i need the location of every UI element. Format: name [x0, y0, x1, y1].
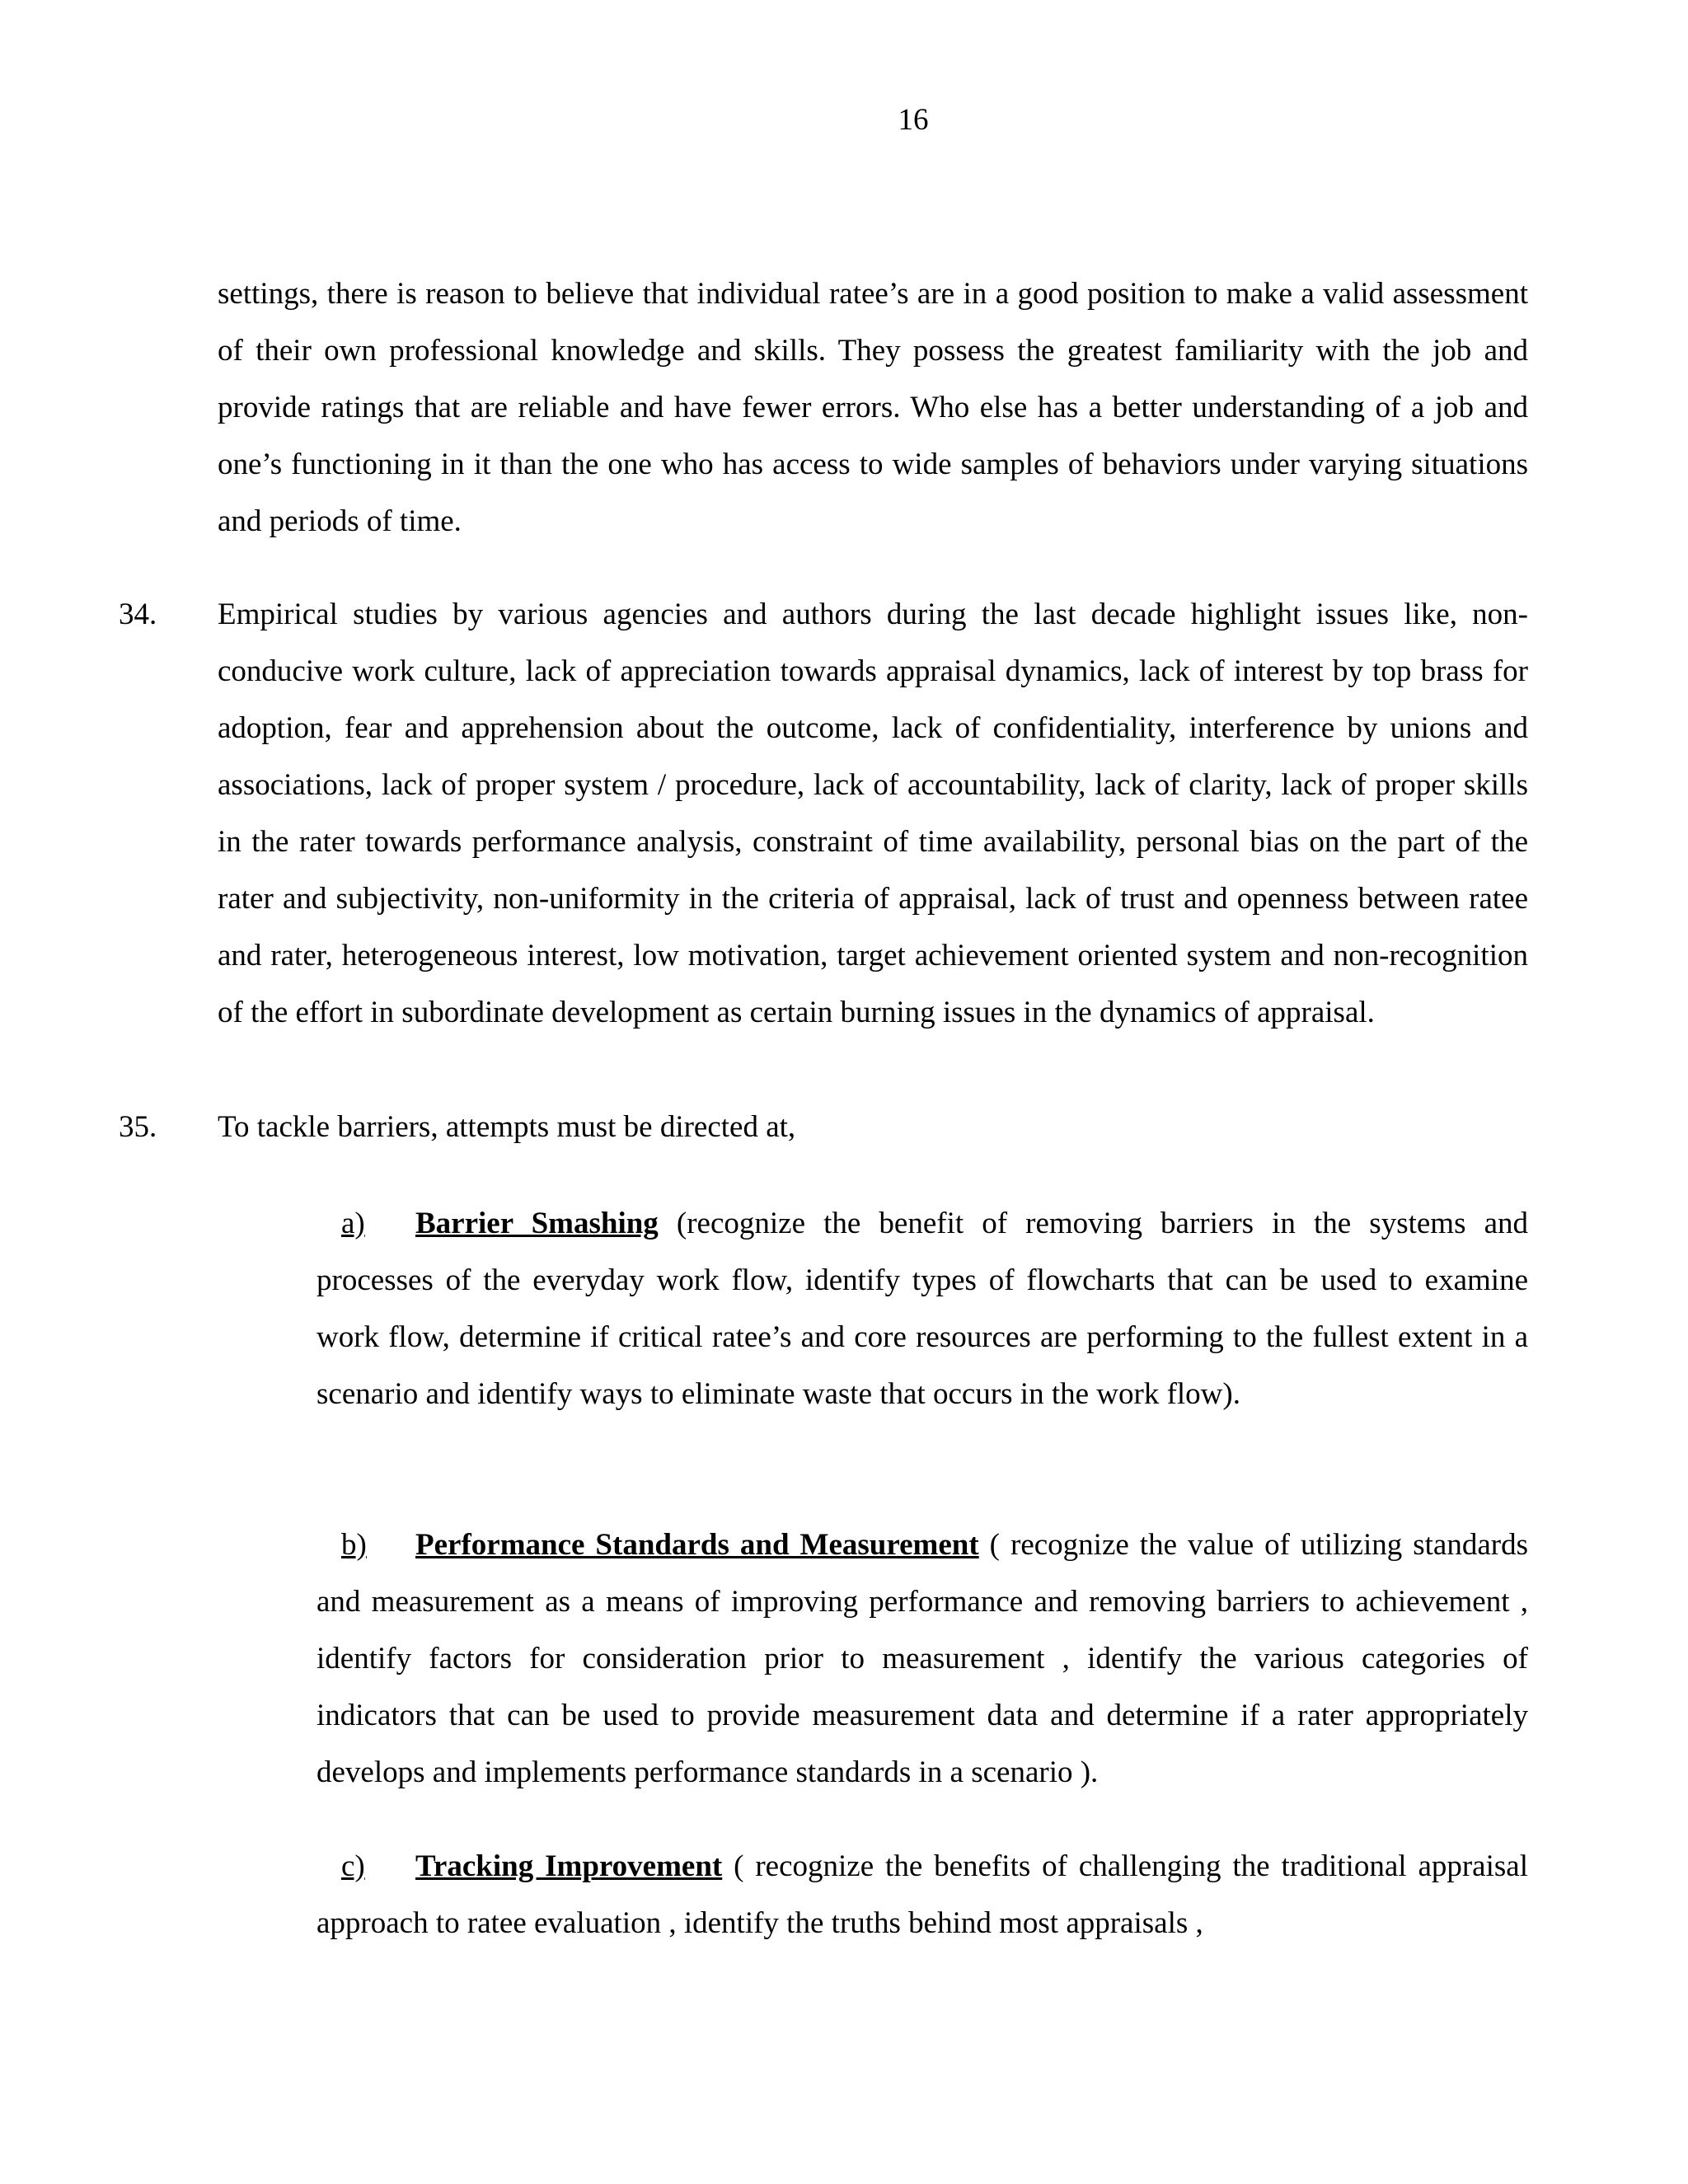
page-number: 16 — [898, 103, 929, 137]
subitem-a — [316, 1195, 1528, 1422]
paragraph-text: Empirical studies by various agencies and authors during the last decade highlight issues like, non-conducive work culture, lack of appreciation towards appraisal dynamics, lack of interest by top brass for adoption, fear and apprehension about the outcome, lack of confidentiality, interference by unions and associations, lack of proper system / procedure, lack of accountability, lack of clarity, lack of proper skills in the rater towards performance analysis, constraint of time availability, personal bias on the part of the rater and subjectivity, non-uniformity in the criteria of appraisal, lack of trust and openness between ratee and rater, heterogeneous interest, low motivation, target achievement oriented system and non-recognition of the effort in subordinate development as certain burning issues in the dynamics of appraisal. — [218, 598, 1528, 1029]
subitem-heading: Barrier Smashing — [415, 1207, 659, 1240]
subitem-label: c) — [341, 1849, 365, 1883]
continuation-text: settings, there is reason to believe that individual ratee’s are in a good position to make a valid assessment of their own professional knowledge and skills. They possess the greatest familiarity with the job and provide ratings that are reliable and have fewer errors. Who else has a better understanding of a job and one’s functioning in it than the one who has access to wide samples of behaviors under varying situations and periods of time. — [218, 277, 1528, 538]
subitem-b — [316, 1516, 1528, 1801]
subitem-label: b) — [341, 1528, 367, 1562]
subitem-heading: Tracking Improvement — [415, 1849, 723, 1883]
subitem-text: ( recognize the benefits of challenging the traditional appraisal approach to ratee evaluation , identify the truths behind most appraisals , — [316, 1849, 1528, 1940]
subitem-text: (recognize the benefit of removing barriers in the systems and processes of the everyday work flow, identify types of flowcharts that can be used to examine work flow, determine if critical ratee’s and core resources are performing to the fullest extent in a scenario and identify ways to eliminate waste that occurs in the work flow). — [316, 1207, 1528, 1411]
numbered-paragraph-35 — [119, 1099, 1528, 1155]
subitem-c — [316, 1838, 1528, 1952]
paragraph-number: 35. — [119, 1110, 157, 1144]
paragraph-text: To tackle barriers, attempts must be directed at, — [218, 1110, 796, 1144]
subitem-text: ( recognize the value of utilizing standards and measurement as a means of improving performance and removing barriers to achievement , identify factors for consideration prior to measurement , identify the various categories of indicators that can be used to provide measurement data and determine if a rater appropriately develops and implements performance standards in a scenario ). — [316, 1528, 1529, 1789]
numbered-paragraph-34 — [119, 586, 1528, 1041]
paragraph-number: 34. — [119, 598, 157, 631]
subitem-heading: Performance Standards and Measurement — [415, 1528, 979, 1562]
continuation-paragraph — [218, 265, 1528, 550]
subitem-label: a) — [341, 1207, 365, 1240]
